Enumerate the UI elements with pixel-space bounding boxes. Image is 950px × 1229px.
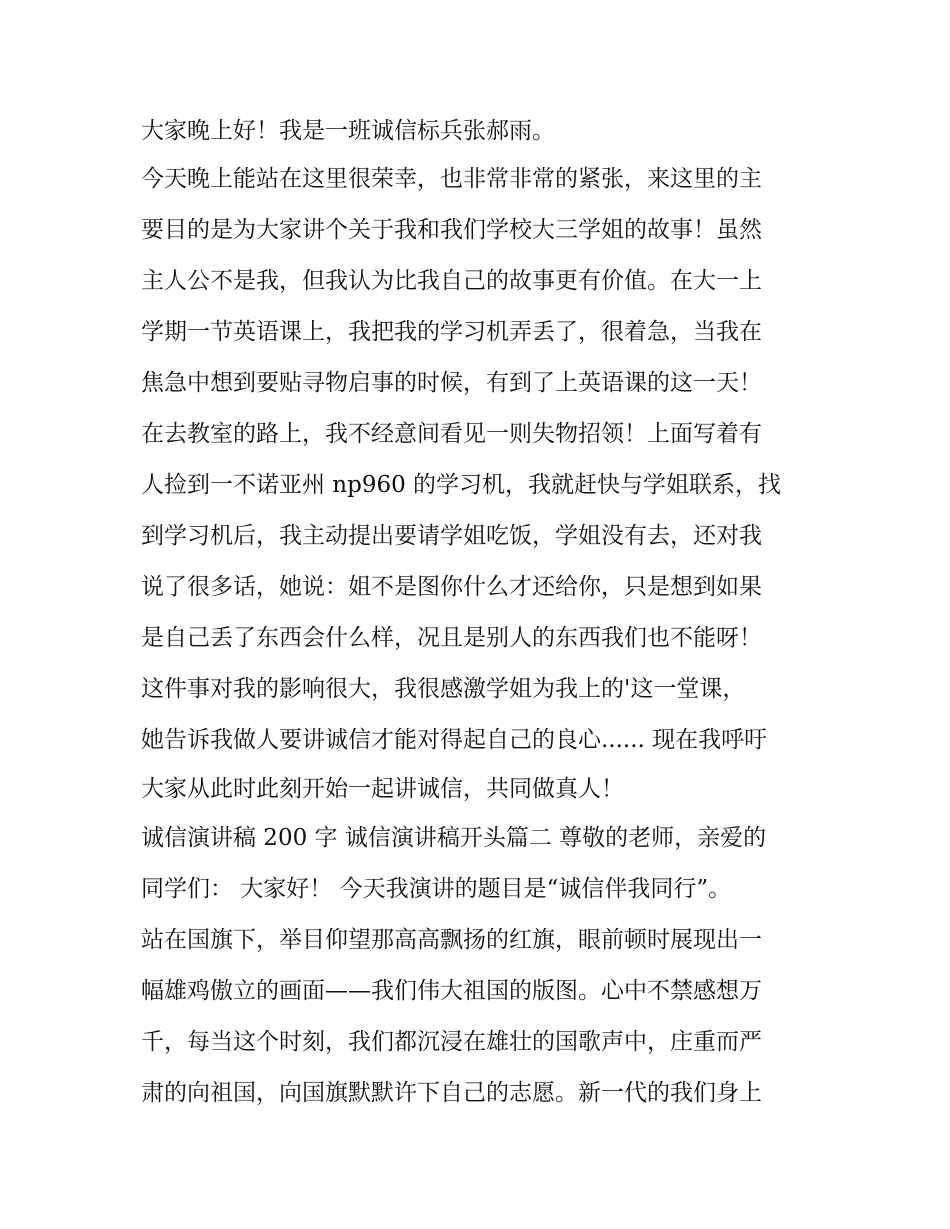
text-line: 是自己丢了东西会什么样，况且是别人的东西我们也不能呀！ [141,625,762,651]
text-line: 要目的是为大家讲个关于我和我们学校大三学姐的故事！虽然 [141,217,762,243]
text-line: 同学们： 大家好！ 今天我演讲的题目是“诚信伴我同行”。 [141,876,732,902]
text-line: 她告诉我做人要讲诚信才能对得起自己的良心...... 现在我呼吁 [141,727,768,753]
text-line: 千，每当这个时刻，我们都沉浸在雄壮的国歌声中，庄重而严 [141,1029,762,1055]
text-line: 说了很多话，她说：姐不是图你什么才还给你，只是想到如果 [141,574,762,600]
text-line: 焦急中想到要贴寻物启事的时候，有到了上英语课的这一天！ [141,370,762,396]
text-line: 肃的向祖国，向国旗默默许下自己的志愿。新一代的我们身上 [141,1080,762,1106]
text-line: 幅雄鸡傲立的画面——我们伟大祖国的版图。心中不禁感想万 [141,978,762,1004]
text-line: 大家晚上好！我是一班诚信标兵张郝雨。 [141,118,555,144]
text-line: 诚信演讲稿 200 字 诚信演讲稿开头篇二 尊敬的老师，亲爱的 [141,825,767,851]
text-line: 这件事对我的影响很大，我很感激学姐为我上的'这一堂课， [141,676,746,702]
text-line: 人捡到一不诺亚州 np960 的学习机，我就赶快与学姐联系，找 [141,472,782,498]
text-line: 站在国旗下，举目仰望那高高飘扬的红旗，眼前顿时展现出一 [141,927,762,953]
text-line: 大家从此时此刻开始一起讲诚信，共同做真人！ [141,776,624,802]
text-line: 今天晚上能站在这里很荣幸，也非常非常的紧张，来这里的主 [141,166,762,192]
text-line: 学期一节英语课上，我把我的学习机弄丢了，很着急，当我在 [141,319,762,345]
text-line: 在去教室的路上，我不经意间看见一则失物招领！上面写着有 [141,421,762,447]
text-line: 主人公不是我，但我认为比我自己的故事更有价值。在大一上 [141,268,762,294]
text-line: 到学习机后，我主动提出要请学姐吃饭，学姐没有去，还对我 [141,523,762,549]
